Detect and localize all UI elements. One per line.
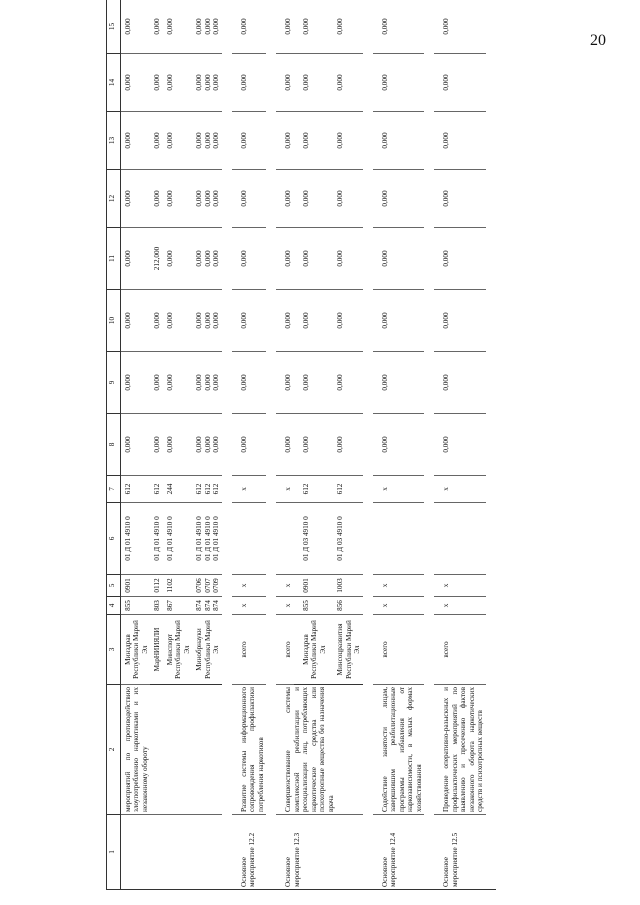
measure-description-cell: Развитие системы информационного сопровождения профилактики потребления наркотиков	[232, 685, 266, 815]
spacer-cell	[222, 0, 232, 890]
amount-cell: 0,000	[434, 414, 485, 476]
expense-type-cell: 612	[121, 476, 151, 503]
executor-cell: Минздрав Республики Марий Эл	[294, 615, 328, 685]
amount-cell: 0,000	[121, 54, 151, 112]
grbs-code-cell: х	[434, 597, 485, 615]
page-number: 20	[590, 32, 606, 49]
spacer-cell	[266, 0, 276, 890]
amount-cell: 0,000 0,000 0,000	[192, 290, 221, 352]
amount-cell: 0,000	[121, 228, 151, 290]
grbs-code-cell: 855	[294, 597, 328, 615]
table-row	[434, 0, 485, 890]
target-article-cell: 01 Д 01 4910 0	[163, 503, 192, 575]
measure-id-cell: Основное мероприятие 12.4	[373, 815, 424, 890]
amount-cell: 0,000	[232, 290, 266, 352]
amount-cell: 0,000	[373, 352, 424, 414]
amount-cell: 0,000	[328, 290, 362, 352]
spacer-cell	[424, 0, 434, 890]
amount-cell: 0,000	[121, 112, 151, 170]
grbs-code-cell: 803	[150, 597, 162, 615]
row-spacer	[424, 0, 434, 890]
measure-id-cell: Основное мероприятие 12.5	[434, 815, 485, 890]
measure-description-cell: Содействие занятости лицам, завершившим реабилитационные программы избавления от наркозависимости, в малых формах хозяйствования	[373, 685, 424, 815]
amount-cell: 0,000	[163, 228, 192, 290]
target-article-cell: 01 Д 01 4910 0 01 Д 01 4910 0 01 Д 01 4910 0	[192, 503, 221, 575]
expense-type-cell: х	[373, 476, 424, 503]
amount-cell: 0,000	[232, 54, 266, 112]
target-article-cell: 01 Д 03 4910 0	[328, 503, 362, 575]
amount-cell: 0,000	[150, 352, 162, 414]
amount-cell: 0,000	[328, 112, 362, 170]
grbs-code-cell: х	[232, 597, 266, 615]
target-article-cell: 01 Д 03 4910 0	[294, 503, 328, 575]
executor-cell: всего	[373, 615, 424, 685]
target-article-cell: 01 Д 01 4910 0	[150, 503, 162, 575]
amount-cell: 0,000 0,000 0,000	[192, 352, 221, 414]
amount-cell: 0,000	[294, 54, 328, 112]
amount-cell: 0,000	[294, 112, 328, 170]
section-code-cell: 0112	[150, 575, 162, 597]
section-code-cell: 1003	[328, 575, 362, 597]
section-code-cell: 0706 0707 0709	[192, 575, 221, 597]
amount-cell: 0,000 0,000 0,000	[192, 112, 221, 170]
column-header: 12	[107, 170, 121, 228]
section-code-cell: х	[434, 575, 485, 597]
row-spacer	[363, 0, 373, 890]
amount-cell: 0,000	[373, 170, 424, 228]
expense-type-cell: х	[276, 476, 293, 503]
amount-cell: 0,000	[150, 290, 162, 352]
measure-description-cell: мероприятий по противодействию злоупотреблению наркотиками и их незаконному обороту	[121, 685, 222, 815]
amount-cell: 0,000	[121, 352, 151, 414]
target-article-cell: 01 Д 01 4910 0	[121, 503, 151, 575]
amount-cell: 0,000	[150, 414, 162, 476]
amount-cell: 0,000	[150, 0, 162, 54]
amount-cell: 0,000	[294, 352, 328, 414]
grbs-code-cell: х	[276, 597, 293, 615]
executor-cell: всего	[232, 615, 266, 685]
executor-cell: Минсоцразвития Республики Марий Эл	[328, 615, 362, 685]
amount-cell: 0,000	[121, 290, 151, 352]
table-row	[232, 0, 266, 890]
section-code-cell: х	[276, 575, 293, 597]
expense-type-cell: 244	[163, 476, 192, 503]
spacer-cell	[363, 0, 373, 890]
grbs-code-cell: 855	[121, 597, 151, 615]
amount-cell: 0,000	[373, 112, 424, 170]
column-header: 3	[107, 615, 121, 685]
table-row	[121, 0, 151, 890]
amount-cell: 0,000	[434, 352, 485, 414]
amount-cell: 0,000	[232, 170, 266, 228]
executor-cell: всего	[276, 615, 293, 685]
amount-cell: 0,000	[150, 170, 162, 228]
amount-cell: 0,000	[373, 414, 424, 476]
row-spacer	[222, 0, 232, 890]
grbs-code-cell: 867	[163, 597, 192, 615]
grbs-code-cell: 874 874 874	[192, 597, 221, 615]
amount-cell: 0,000 0,000 0,000	[192, 170, 221, 228]
amount-cell: 0,000	[276, 228, 293, 290]
column-header: 8	[107, 414, 121, 476]
column-header: 4	[107, 597, 121, 615]
amount-cell: 0,000	[276, 0, 293, 54]
column-header: 6	[107, 503, 121, 575]
column-header: 13	[107, 112, 121, 170]
amount-cell: 0,000	[373, 290, 424, 352]
amount-cell: 0,000	[294, 290, 328, 352]
amount-cell: 0,000	[434, 290, 485, 352]
table-row	[373, 0, 424, 890]
row-spacer	[486, 0, 496, 890]
amount-cell: 0,000	[434, 112, 485, 170]
amount-cell: 0,000	[294, 170, 328, 228]
measure-description-cell: Проведение оперативно-разыскных и профилактических мероприятий по выявлению и пресечению фактов незаконного оборота наркотических средств и психотропных веществ	[434, 685, 485, 815]
amount-cell: 0,000	[163, 54, 192, 112]
amount-cell: 0,000	[276, 414, 293, 476]
section-code-cell: х	[232, 575, 266, 597]
grbs-code-cell: х	[373, 597, 424, 615]
section-code-cell: 1102	[163, 575, 192, 597]
amount-cell: 0,000	[373, 54, 424, 112]
column-header: 10	[107, 290, 121, 352]
column-number-header	[107, 0, 121, 890]
target-article-cell	[276, 503, 293, 575]
amount-cell: 0,000	[294, 228, 328, 290]
amount-cell: 0,000	[232, 414, 266, 476]
expense-type-cell: 612 612 612	[192, 476, 221, 503]
column-header: 9	[107, 352, 121, 414]
amount-cell: 0,000	[121, 414, 151, 476]
target-article-cell	[373, 503, 424, 575]
amount-cell: 0,000	[328, 228, 362, 290]
amount-cell: 0,000	[121, 170, 151, 228]
amount-cell: 0,000	[328, 0, 362, 54]
expense-type-cell: х	[232, 476, 266, 503]
grbs-code-cell: 856	[328, 597, 362, 615]
amount-cell: 0,000	[434, 170, 485, 228]
expense-type-cell: 612	[294, 476, 328, 503]
amount-cell: 0,000	[163, 170, 192, 228]
amount-cell: 0,000	[150, 54, 162, 112]
amount-cell: 0,000	[434, 228, 485, 290]
column-header: 7	[107, 476, 121, 503]
amount-cell: 0,000	[232, 352, 266, 414]
column-header: 5	[107, 575, 121, 597]
row-spacer	[266, 0, 276, 890]
table-row	[276, 0, 293, 890]
expense-type-cell: 612	[150, 476, 162, 503]
amount-cell: 0,000	[294, 414, 328, 476]
section-code-cell: 0901	[294, 575, 328, 597]
target-article-cell	[434, 503, 485, 575]
column-header: 14	[107, 54, 121, 112]
amount-cell: 0,000 0,000 0,000	[192, 54, 221, 112]
section-code-cell: 0901	[121, 575, 151, 597]
budget-table	[106, 0, 496, 890]
amount-cell: 0,000 0,000 0,000	[192, 414, 221, 476]
amount-cell: 0,000	[434, 54, 485, 112]
amount-cell: 0,000	[373, 228, 424, 290]
executor-cell: Минобрнауки Республики Марий Эл	[192, 615, 221, 685]
amount-cell: 0,000	[373, 0, 424, 54]
measure-description-cell: Совершенствование системы комплексной реабилитации и ресоциализации лиц, потребляющих наркотические средства или психотропные вещества без назначения врача	[276, 685, 362, 815]
amount-cell: 0,000	[232, 228, 266, 290]
column-header: 11	[107, 228, 121, 290]
executor-cell: Минздрав Республики Марий Эл	[121, 615, 151, 685]
amount-cell: 0,000	[328, 352, 362, 414]
amount-cell: 0,000	[121, 0, 151, 54]
expense-type-cell: 612	[328, 476, 362, 503]
amount-cell: 0,000	[434, 0, 485, 54]
amount-cell: 0,000	[276, 170, 293, 228]
amount-cell: 0,000	[150, 112, 162, 170]
amount-cell: 0,000	[232, 112, 266, 170]
section-code-cell: х	[373, 575, 424, 597]
amount-cell: 0,000 0,000 0,000	[192, 0, 221, 54]
measure-id-cell: Основное мероприятие 12.2	[232, 815, 266, 890]
expense-type-cell: х	[434, 476, 485, 503]
column-header: 2	[107, 685, 121, 815]
amount-cell: 0,000	[294, 0, 328, 54]
amount-cell: 0,000	[232, 0, 266, 54]
amount-cell: 0,000	[276, 112, 293, 170]
amount-cell: 0,000	[328, 414, 362, 476]
amount-cell: 0,000	[163, 0, 192, 54]
amount-cell: 0,000	[163, 290, 192, 352]
table-body	[121, 0, 496, 890]
column-header: 1	[107, 815, 121, 890]
amount-cell: 212,000	[150, 228, 162, 290]
rotated-table-container	[106, 18, 526, 890]
target-article-cell	[232, 503, 266, 575]
amount-cell: 0,000	[163, 112, 192, 170]
amount-cell: 0,000	[276, 290, 293, 352]
measure-id-cell: Основное мероприятие 12.3	[276, 815, 362, 890]
amount-cell: 0,000	[276, 352, 293, 414]
amount-cell: 0,000	[328, 170, 362, 228]
column-header: 15	[107, 0, 121, 54]
executor-cell: всего	[434, 615, 485, 685]
executor-cell: Минспорт Республики Марий Эл	[163, 615, 192, 685]
amount-cell: 0,000	[276, 54, 293, 112]
amount-cell: 0,000	[328, 54, 362, 112]
amount-cell: 0,000	[163, 414, 192, 476]
amount-cell: 0,000	[163, 352, 192, 414]
spacer-cell	[486, 0, 496, 890]
executor-cell: МарНИИЯЛИ	[150, 615, 162, 685]
amount-cell: 0,000 0,000 0,000	[192, 228, 221, 290]
measure-id-cell	[121, 815, 222, 890]
